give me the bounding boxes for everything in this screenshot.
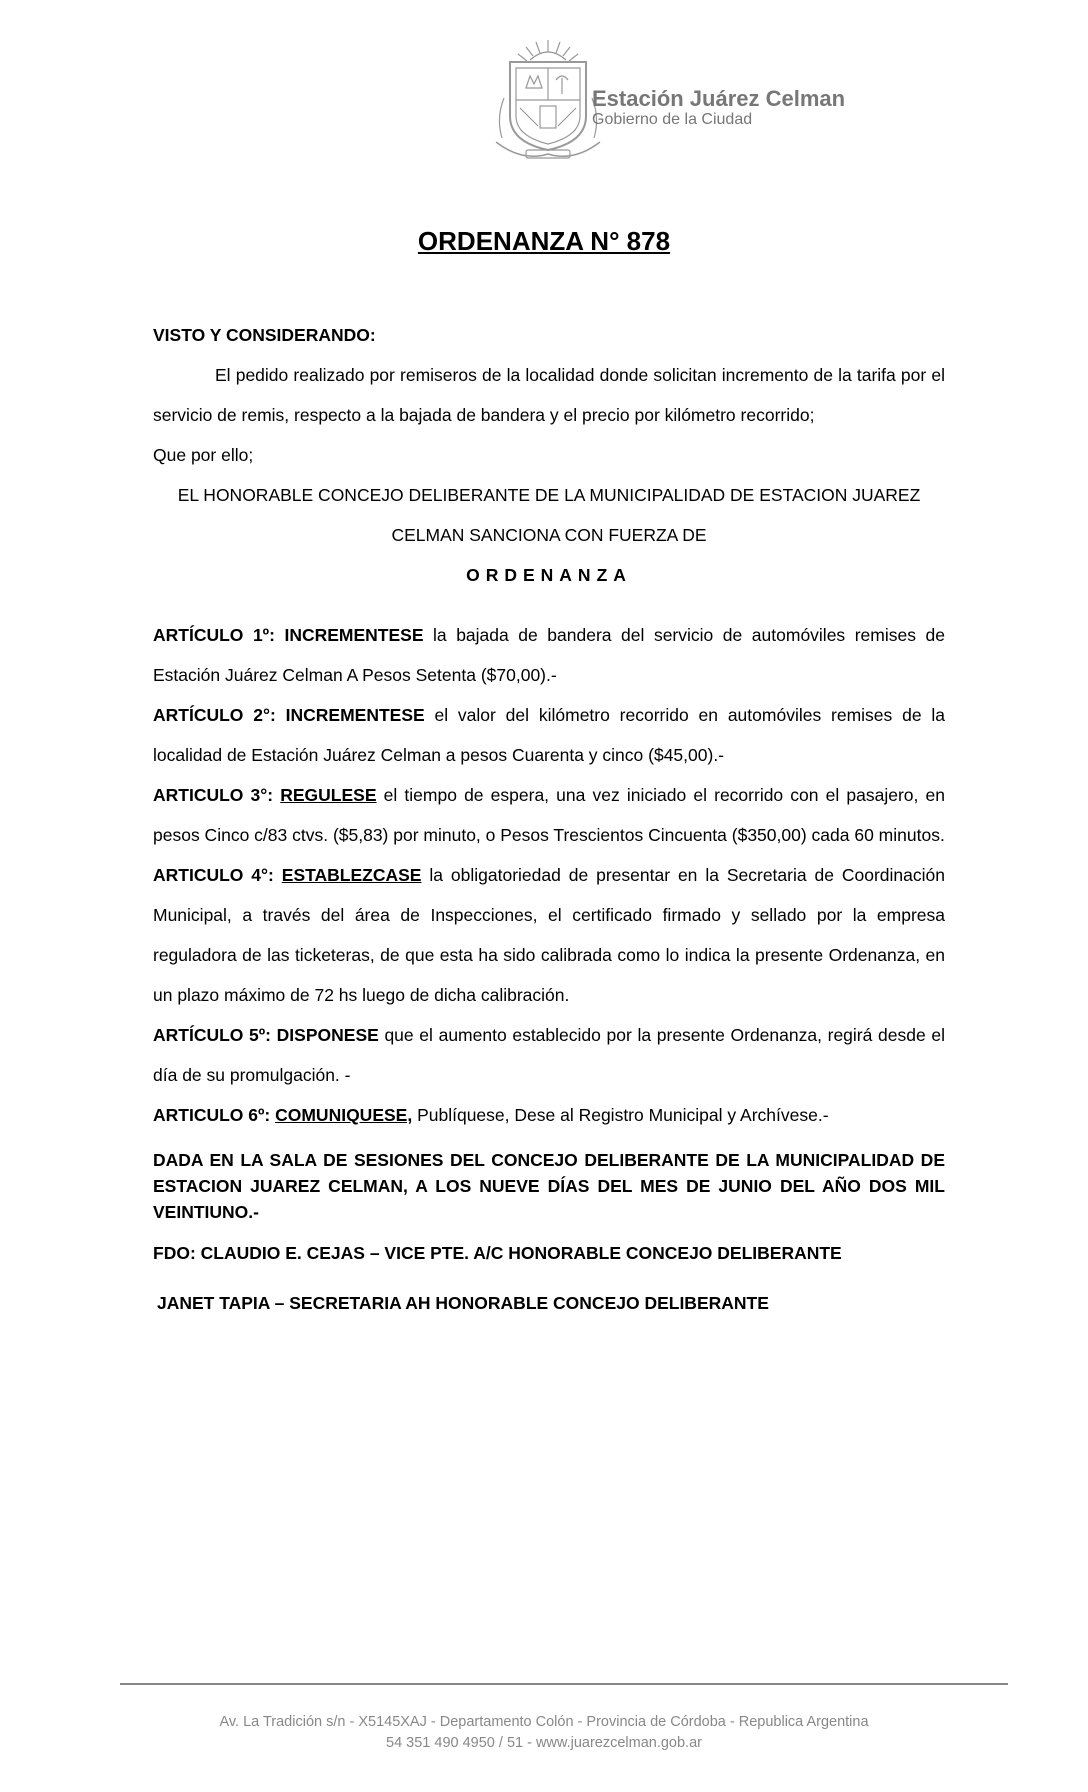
article-label: ARTICULO 4°: bbox=[153, 865, 274, 885]
footer-address: Av. La Tradición s/n - X5145XAJ - Departamento Colón - Provincia de Córdoba - Republica Argentina bbox=[219, 1714, 869, 1730]
article-label: ARTÍCULO 1º: bbox=[153, 625, 275, 645]
document-title: ORDENANZA N° 878 bbox=[417, 226, 671, 256]
article-keyword: INCREMENTESE bbox=[284, 625, 424, 645]
article-text: la bajada de bandera del servicio de automóviles remises de Estación Juárez Celman A Pesos Setenta ($70,00).- bbox=[153, 625, 945, 685]
sanciona-line-1: EL HONORABLE CONCEJO DELIBERANTE DE LA MUNICIPALIDAD DE ESTACION JUAREZ bbox=[177, 485, 921, 505]
visto-paragraph: El pedido realizado por remiseros de la localidad donde solicitan incremento de la tarifa por el servicio de remis, respecto a la bajada de bandera y el precio por kilómetro recorrido; bbox=[153, 365, 945, 425]
municipal-seal-icon bbox=[492, 38, 604, 160]
article-keyword: DISPONESE bbox=[276, 1025, 379, 1045]
signature-secretary: JANET TAPIA – SECRETARIA AH HONORABLE CONCEJO DELIBERANTE bbox=[157, 1293, 769, 1313]
article-2 bbox=[153, 695, 945, 775]
article-keyword: REGULESE bbox=[280, 785, 377, 805]
article-label: ARTICULO 6º: bbox=[153, 1105, 271, 1125]
article-label: ARTICULO 3°: bbox=[153, 785, 274, 805]
footer-divider bbox=[120, 1683, 1008, 1685]
spacer bbox=[153, 595, 945, 615]
article-keyword: COMUNIQUESE, bbox=[275, 1105, 413, 1125]
article-4 bbox=[153, 855, 945, 1015]
article-1 bbox=[153, 615, 945, 695]
article-label: ARTÍCULO 5º: bbox=[153, 1025, 272, 1045]
sanciona-line-2: CELMAN SANCIONA CON FUERZA DE bbox=[391, 525, 707, 545]
visto-heading: VISTO Y CONSIDERANDO: bbox=[153, 325, 376, 345]
article-3 bbox=[153, 775, 945, 855]
letterhead bbox=[492, 38, 872, 160]
signature-president: FDO: CLAUDIO E. CEJAS – VICE PTE. A/C HONORABLE CONCEJO DELIBERANTE bbox=[153, 1243, 842, 1263]
article-keyword: ESTABLEZCASE bbox=[281, 865, 422, 885]
org-name: Estación Juárez Celman bbox=[592, 86, 846, 111]
article-keyword: INCREMENTESE bbox=[285, 705, 425, 725]
footer-contact: 54 351 490 4950 / 51 - www.juarezcelman.gob.ar bbox=[386, 1735, 702, 1751]
article-text: Publíquese, Dese al Registro Municipal y Archívese.- bbox=[412, 1105, 829, 1125]
article-text: la obligatoriedad de presentar en la Secretaria de Coordinación Municipal, a través del área de Inspecciones, el certificado firmado y sellado por la empresa reguladora de las ticketeras, de que esta ha sido calibrada como lo indica la presente Ordenanza, en un plazo máximo de 72 hs luego de dicha calibración. bbox=[153, 865, 945, 1005]
document-body bbox=[153, 315, 945, 1323]
ordenanza-word: ORDENANZA bbox=[466, 565, 632, 585]
footer bbox=[0, 1712, 1088, 1754]
article-5 bbox=[153, 1015, 945, 1095]
article-text: que el aumento establecido por la presente Ordenanza, regirá desde el día de su promulgación. - bbox=[153, 1025, 945, 1085]
org-subtitle: Gobierno de la Ciudad bbox=[592, 111, 753, 128]
closing-statement: DADA EN LA SALA DE SESIONES DEL CONCEJO DELIBERANTE DE LA MUNICIPALIDAD DE ESTACION JUAREZ CELMAN, A LOS NUEVE DÍAS DEL MES DE JUNIO DEL AÑO DOS MIL VEINTIUNO.- bbox=[153, 1150, 945, 1222]
article-text: el tiempo de espera, una vez iniciado el recorrido con el pasajero, en pesos Cinco c/83 ctvs. ($5,83) por minuto, o Pesos Trescientos Cincuenta ($350,00) cada 60 minutos. bbox=[153, 785, 945, 845]
article-label: ARTÍCULO 2°: bbox=[153, 705, 276, 725]
article-6 bbox=[153, 1095, 945, 1135]
que-por-ello: Que por ello; bbox=[153, 445, 254, 465]
article-text: el valor del kilómetro recorrido en automóviles remises de la localidad de Estación Juárez Celman a pesos Cuarenta y cinco ($45,00).- bbox=[153, 705, 945, 765]
